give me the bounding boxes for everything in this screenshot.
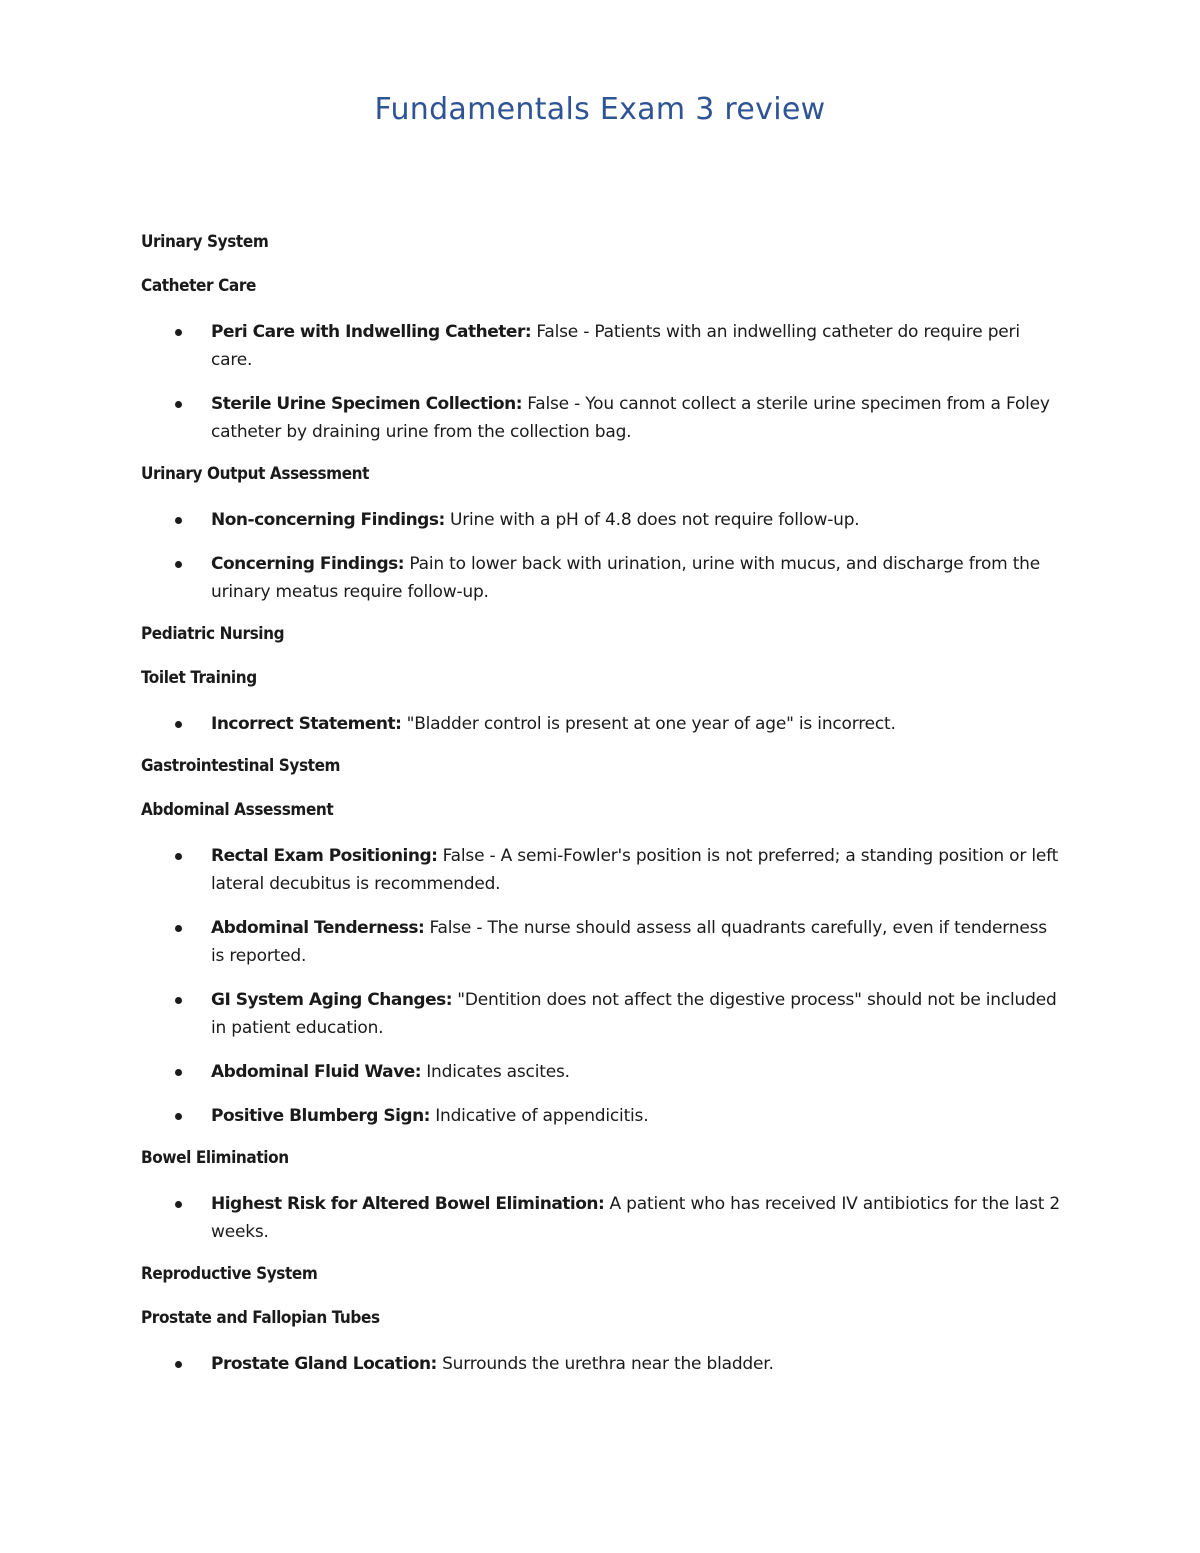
item-term: Abdominal Tenderness: (211, 918, 425, 938)
item-description: False - The nurse should assess all quadrants carefully, even if tenderness is reported. (211, 918, 1047, 966)
item-term: Incorrect Statement: (211, 714, 402, 734)
document-body (141, 230, 1061, 1394)
item-term: Positive Blumberg Sign: (211, 1106, 430, 1126)
list-item (141, 1350, 1061, 1378)
bowel-elimination-list (141, 1190, 1061, 1246)
list-item (141, 710, 1061, 738)
item-description: Pain to lower back with urination, urine with mucus, and discharge from the urinary meatus require follow-up. (211, 554, 1041, 602)
section-heading-pediatric-nursing: Pediatric Nursing (141, 624, 285, 644)
item-term: Non-concerning Findings: (211, 510, 445, 530)
section-heading-reproductive-system: Reproductive System (141, 1264, 318, 1284)
subheading-urinary-output: Urinary Output Assessment (141, 464, 370, 484)
list-item (141, 390, 1061, 446)
section-heading-urinary-system: Urinary System (141, 232, 269, 252)
bullet-icon (175, 721, 182, 728)
subheading-toilet-training: Toilet Training (141, 668, 257, 688)
item-description: False - Patients with an indwelling catheter do require peri care. (211, 322, 1020, 370)
toilet-training-list (141, 710, 1061, 738)
bullet-icon (175, 925, 182, 932)
bullet-icon (175, 853, 182, 860)
item-description: False - You cannot collect a sterile urine specimen from a Foley catheter by draining urine from the collection bag. (211, 394, 1050, 442)
subheading-prostate-fallopian: Prostate and Fallopian Tubes (141, 1308, 380, 1328)
item-description: "Bladder control is present at one year of age" is incorrect. (401, 714, 896, 734)
item-term: Abdominal Fluid Wave: (211, 1062, 422, 1082)
item-description: Indicative of appendicitis. (429, 1106, 649, 1126)
item-term: Concerning Findings: (211, 554, 405, 574)
bullet-icon (175, 561, 182, 568)
catheter-care-list (141, 318, 1061, 446)
item-term: Peri Care with Indwelling Catheter: (211, 322, 532, 342)
subheading-catheter-care: Catheter Care (141, 276, 256, 296)
item-term: Prostate Gland Location: (211, 1354, 437, 1374)
bullet-icon (175, 329, 182, 336)
list-item (141, 506, 1061, 534)
list-item (141, 914, 1061, 970)
list-item (141, 1058, 1061, 1086)
item-description: Urine with a pH of 4.8 does not require follow-up. (444, 510, 860, 530)
bullet-icon (175, 517, 182, 524)
list-item (141, 1190, 1061, 1246)
item-description: A patient who has received IV antibiotics for the last 2 weeks. (211, 1194, 1061, 1242)
page-title: Fundamentals Exam 3 review (374, 92, 826, 127)
list-item (141, 318, 1061, 374)
item-term: Sterile Urine Specimen Collection: (211, 394, 523, 414)
urinary-output-list (141, 506, 1061, 606)
item-term: Highest Risk for Altered Bowel Elimination: (211, 1194, 605, 1214)
list-item (141, 986, 1061, 1042)
section-heading-gastrointestinal-system: Gastrointestinal System (141, 756, 341, 776)
item-description: Surrounds the urethra near the bladder. (436, 1354, 774, 1374)
bullet-icon (175, 1201, 182, 1208)
item-description: Indicates ascites. (421, 1062, 570, 1082)
bullet-icon (175, 1113, 182, 1120)
subheading-bowel-elimination: Bowel Elimination (141, 1148, 289, 1168)
bullet-icon (175, 1069, 182, 1076)
item-description: False - A semi-Fowler's position is not preferred; a standing position or left lateral decubitus is recommended. (211, 846, 1059, 894)
item-description: "Dentition does not affect the digestive process" should not be included in patient education. (211, 990, 1057, 1038)
abdominal-assessment-list (141, 842, 1061, 1130)
item-term: GI System Aging Changes: (211, 990, 453, 1010)
subheading-abdominal-assessment: Abdominal Assessment (141, 800, 334, 820)
prostate-fallopian-list (141, 1350, 1061, 1378)
bullet-icon (175, 997, 182, 1004)
bullet-icon (175, 401, 182, 408)
item-term: Rectal Exam Positioning: (211, 846, 438, 866)
list-item (141, 1102, 1061, 1130)
list-item (141, 842, 1061, 898)
list-item (141, 550, 1061, 606)
bullet-icon (175, 1361, 182, 1368)
